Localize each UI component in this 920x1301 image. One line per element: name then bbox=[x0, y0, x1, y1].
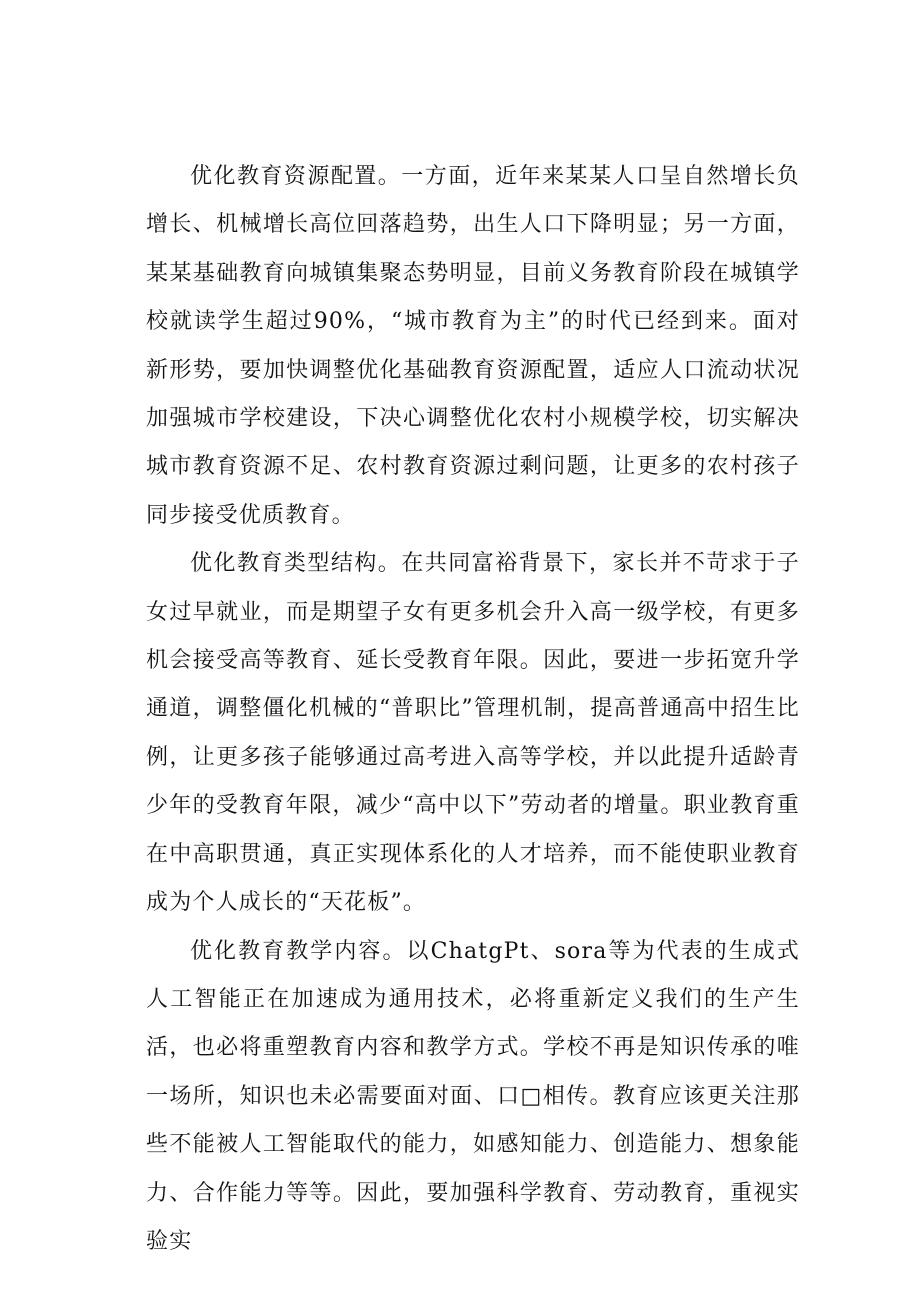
document-body bbox=[146, 153, 800, 1266]
paragraph-resource-allocation: 优化教育资源配置。一方面，近年来某某人口呈自然增长负增长、机械增长高位回落趋势，出生人口下降明显；另一方面，某某基础教育向城镇集聚态势明显，目前义务教育阶段在城镇学校就读学生超过90%，“城市教育为主”的时代已经到来。面对新形势，要加快调整优化基础教育资源配置，适应人口流动状况加强城市学校建设，下决心调整优化农村小规模学校，切实解决城市教育资源不足、农村教育资源过剩问题，让更多的农村孩子同步接受优质教育。 bbox=[146, 164, 800, 528]
paragraph-teaching-content: 优化教育教学内容。以ChatgPt、sora等为代表的生成式人工智能正在加速成为通用技术，必将重新定义我们的生产生活，也必将重塑教育内容和教学方式。学校不再是知识传承的唯一场所，知识也未必需要面对面、口□相传。教育应该更关注那些不能被人工智能取代的能力，如感知能力、创造能力、想象能力、合作能力等等。因此，要加强科学教育、劳动教育，重视实验实 bbox=[146, 938, 800, 1254]
paragraph-education-structure: 优化教育类型结构。在共同富裕背景下，家长并不苛求于子女过早就业，而是期望子女有更多机会升入高一级学校，有更多机会接受高等教育、延长受教育年限。因此，要进一步拓宽升学通道，调整僵化机械的“普职比”管理机制，提高普通高中招生比例，让更多孩子能够通过高考进入高等学校，并以此提升适龄青少年的受教育年限，减少“高中以下”劳动者的增量。职业教育重在中高职贯通，真正实现体系化的人才培养，而不能使职业教育成为个人成长的“天花板”。 bbox=[146, 551, 800, 916]
